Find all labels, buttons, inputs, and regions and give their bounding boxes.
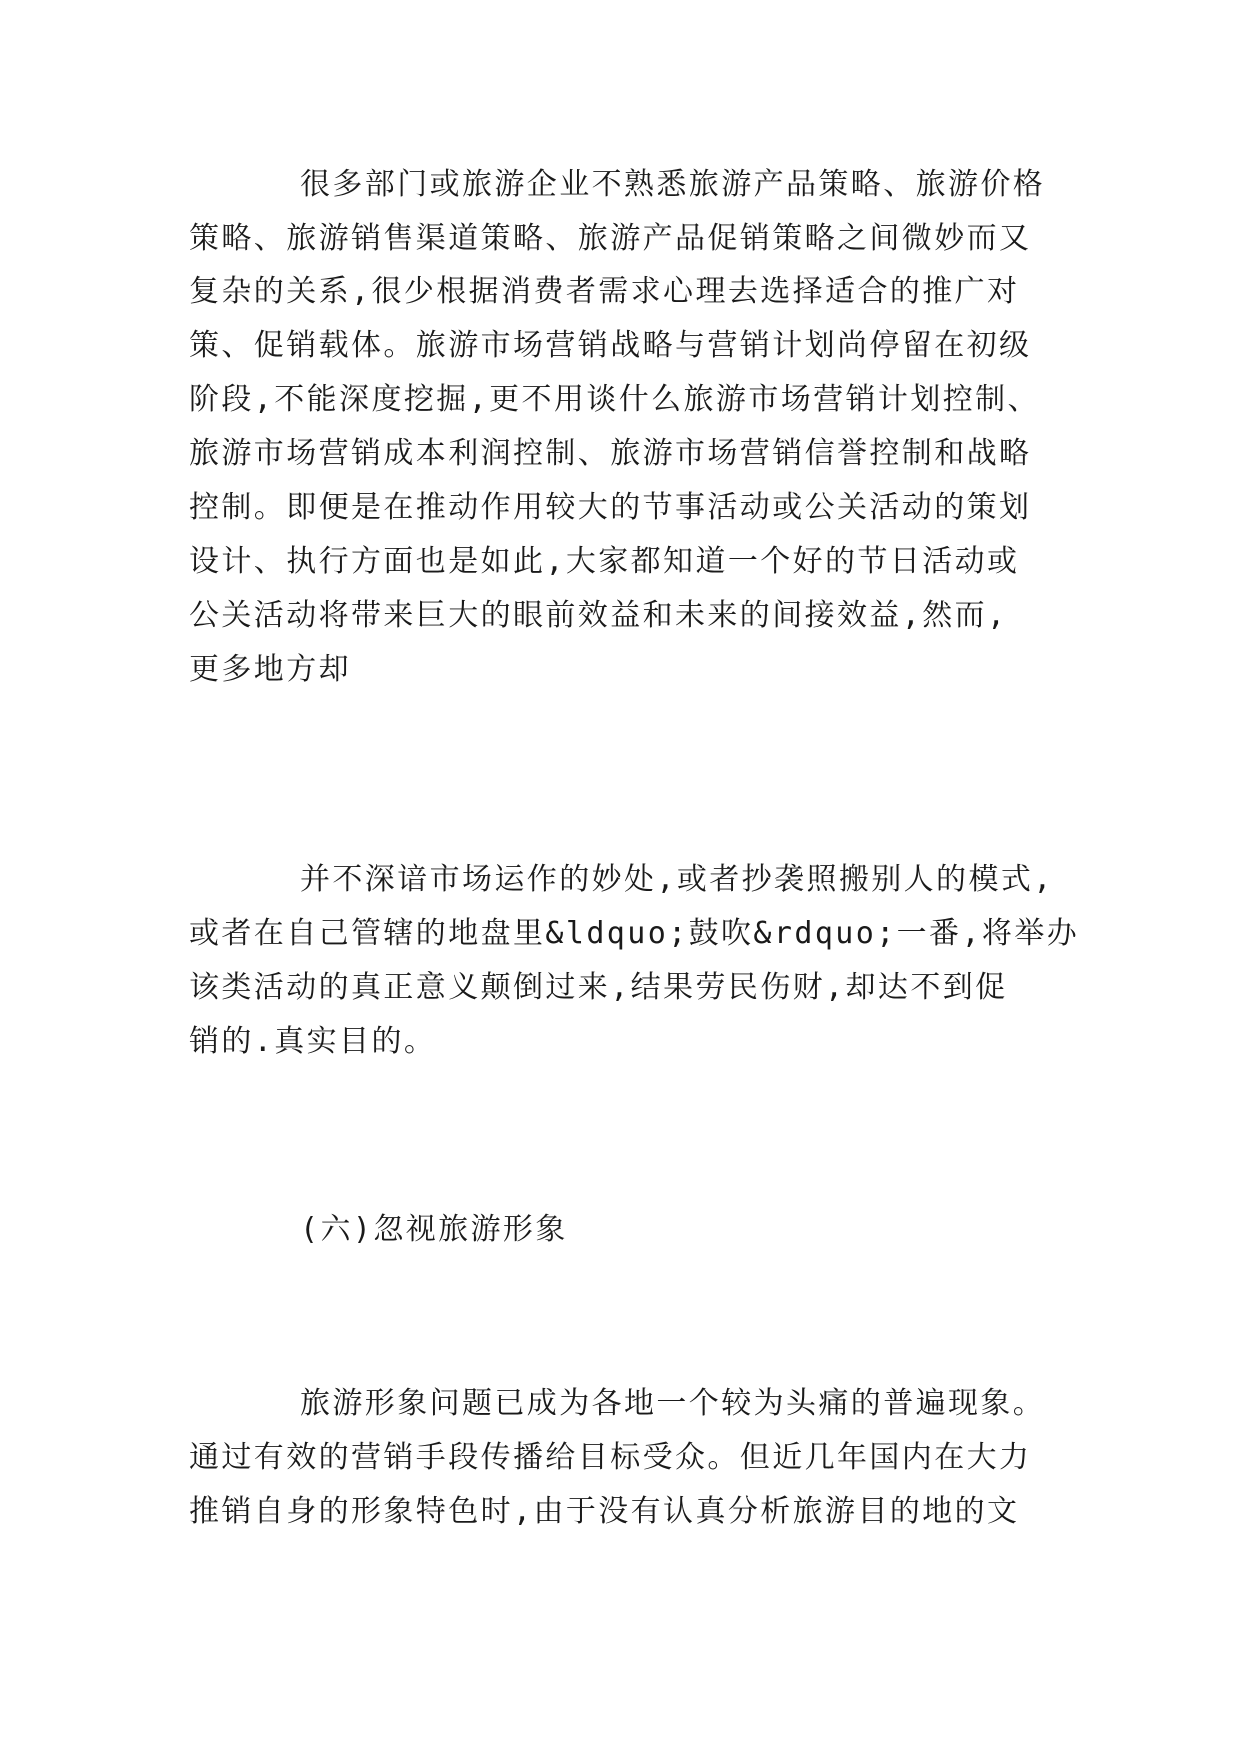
paragraph-1-line-2: 策略、旅游销售渠道策略、旅游产品促销策略之间微妙而又 bbox=[189, 221, 1032, 256]
paragraph-3-line-2: 通过有效的营销手段传播给目标受众。但近几年国内在大力 bbox=[189, 1440, 1032, 1475]
section-heading: (六)忽视旅游形象 bbox=[300, 1212, 568, 1247]
paragraph-1-line-10: 更多地方却 bbox=[189, 652, 351, 687]
paragraph-3-line-1: 旅游形象问题已成为各地一个较为头痛的普遍现象。 bbox=[300, 1386, 1046, 1421]
paragraph-2-line-3: 该类活动的真正意义颠倒过来,结果劳民伤财,却达不到促 bbox=[189, 970, 1008, 1005]
paragraph-1-line-8: 设计、执行方面也是如此,大家都知道一个好的节日活动或 bbox=[189, 544, 1020, 579]
paragraph-2-line-2: 或者在自己管辖的地盘里&ldquo;鼓吹&rdquo;一番,将举办 bbox=[189, 916, 1080, 951]
paragraph-1-line-3: 复杂的关系,很少根据消费者需求心理去选择适合的推广对 bbox=[189, 274, 1020, 309]
paragraph-2-line-4: 销的.真实目的。 bbox=[189, 1024, 437, 1059]
paragraph-1-line-7: 控制。即便是在推动作用较大的节事活动或公关活动的策划 bbox=[189, 490, 1032, 525]
paragraph-1-line-1: 很多部门或旅游企业不熟悉旅游产品策略、旅游价格 bbox=[300, 167, 1046, 202]
paragraph-3-line-3: 推销自身的形象特色时,由于没有认真分析旅游目的地的文 bbox=[189, 1494, 1020, 1529]
paragraph-1-line-6: 旅游市场营销成本利润控制、旅游市场营销信誉控制和战略 bbox=[189, 436, 1032, 471]
paragraph-1-line-9: 公关活动将带来巨大的眼前效益和未来的间接效益,然而, bbox=[189, 598, 1008, 633]
paragraph-1-line-4: 策、促销载体。旅游市场营销战略与营销计划尚停留在初级 bbox=[189, 328, 1032, 363]
paragraph-1-line-5: 阶段,不能深度挖掘,更不用谈什么旅游市场营销计划控制、 bbox=[189, 382, 1040, 417]
paragraph-2-line-1: 并不深谙市场运作的妙处,或者抄袭照搬别人的模式, bbox=[300, 862, 1054, 897]
